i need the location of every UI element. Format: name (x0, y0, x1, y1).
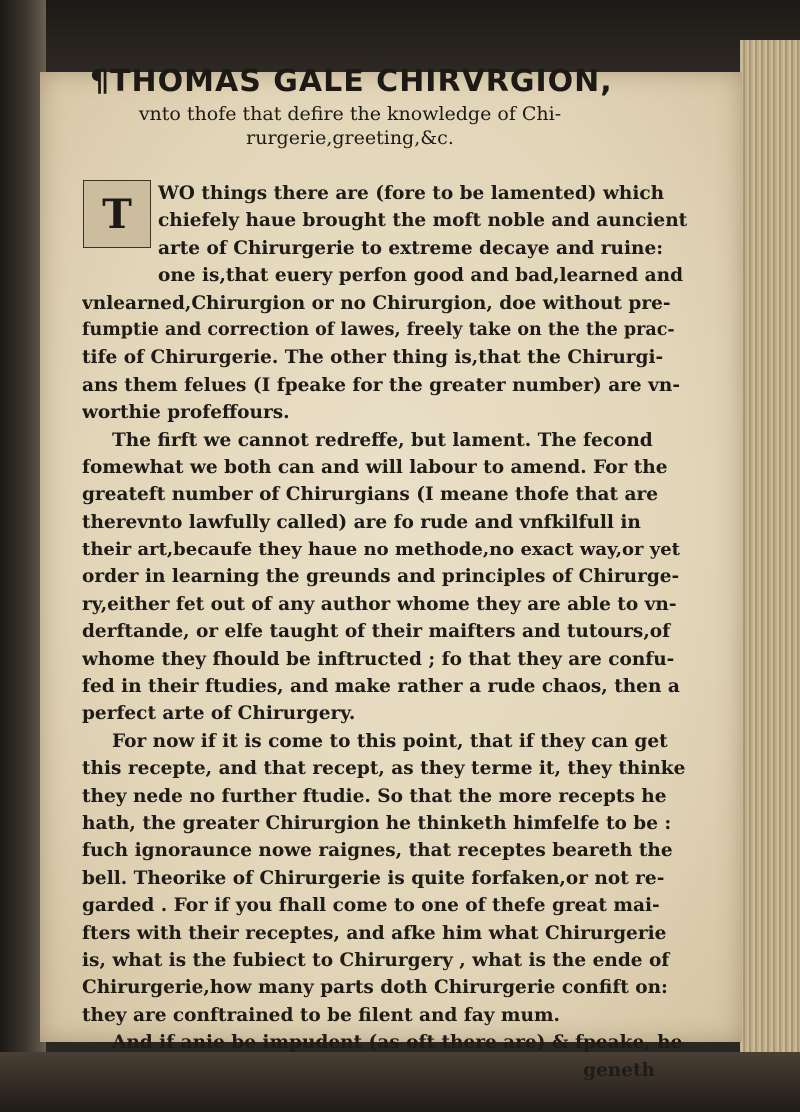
text-line: ry,either fet out of any author whome they are able to vn- (82, 593, 677, 615)
text-line: fuch ignoraunce nowe raignes, that receptes beareth the (82, 840, 673, 862)
text-line: For now if it is come to this point, that if they can get (112, 730, 668, 752)
text-line: derftande, or elfe taught of their maifters and tutours,of (82, 621, 671, 643)
text-line: arte of Chirurgerie to extreme decaye and ruine: (158, 237, 664, 259)
body-text (82, 180, 687, 1084)
text-line: Chirurgerie,how many parts doth Chirurgerie confift on: (82, 977, 668, 999)
initial-letter: T (102, 190, 132, 238)
text-line: therevnto lawfully called) are fo rude and vnfkilfull in (82, 511, 641, 533)
text-line: The firft we cannot redreffe, but lament. The fecond (112, 429, 653, 451)
text-line: this recepte, and that recept, as they terme it, they thinke (82, 758, 686, 780)
text-line: their art,becaufe they haue no methode,no exact way,or yet (82, 539, 680, 561)
text-line: they nede no further ftudie. So that the more recepts he (82, 785, 667, 807)
text-line: hath, the greater Chirurgion he thinketh himfelfe to be : (82, 812, 672, 834)
page-subtitle-line-1: vnto thofe that defire the knowledge of Chi- (138, 103, 562, 125)
text-line: fters with their receptes, and afke him what Chirurgerie (82, 922, 667, 944)
text-line: perfect arte of Chirurgery. (82, 703, 356, 725)
text-line: fed in their ftudies, and make rather a rude chaos, then a (82, 676, 680, 698)
text-line: order in learning the greunds and principles of Chirurge- (82, 566, 680, 588)
text-line: fumptie and correction of lawes, freely take on the the prac- (82, 319, 675, 340)
text-line: whome they fhould be inftructed ; fo that they are confu- (82, 648, 675, 670)
catchword: geneth (583, 1059, 655, 1081)
text-line: ans them felues (I fpeake for the greater number) are vn- (82, 374, 681, 396)
page-edges (740, 40, 800, 1070)
text-line: And if anie be impudent (as oft there are) & fpeake, he (112, 1032, 683, 1054)
text-line: is, what is the fubiect to Chirurgery , what is the ende of (82, 949, 670, 971)
text-line: WO things there are (fore to be lamented) which (158, 183, 665, 204)
page-header (90, 62, 613, 150)
text-line: garded . For if you fhall come to one of thefe great mai- (82, 895, 660, 917)
text-line: greateft number of Chirurgians (I meane thofe that are (82, 484, 659, 506)
text-line: vnlearned,Chirurgion or no Chirurgion, doe without pre- (82, 292, 671, 314)
text-line: chiefely haue brought the moft noble and auncient (158, 210, 687, 232)
text-line: tife of Chirurgerie. The other thing is,that the Chirurgi- (82, 347, 664, 369)
text-line: fomewhat we both can and will labour to amend. For the (82, 456, 668, 478)
text-line: they are conftrained to be filent and fay mum. (82, 1004, 560, 1026)
text-line: bell. Theorike of Chirurgerie is quite forfaken,or not re- (82, 867, 665, 889)
book-binding-top (0, 0, 800, 70)
text-line: worthie profeffours. (82, 402, 290, 424)
text-line: one is,that euery perfon good and bad,learned and (158, 265, 684, 287)
page-subtitle-line-2: rurgerie,greeting,&c. (246, 127, 454, 149)
page-title: ¶THOMAS GALE CHIRVRGION, (90, 64, 613, 99)
